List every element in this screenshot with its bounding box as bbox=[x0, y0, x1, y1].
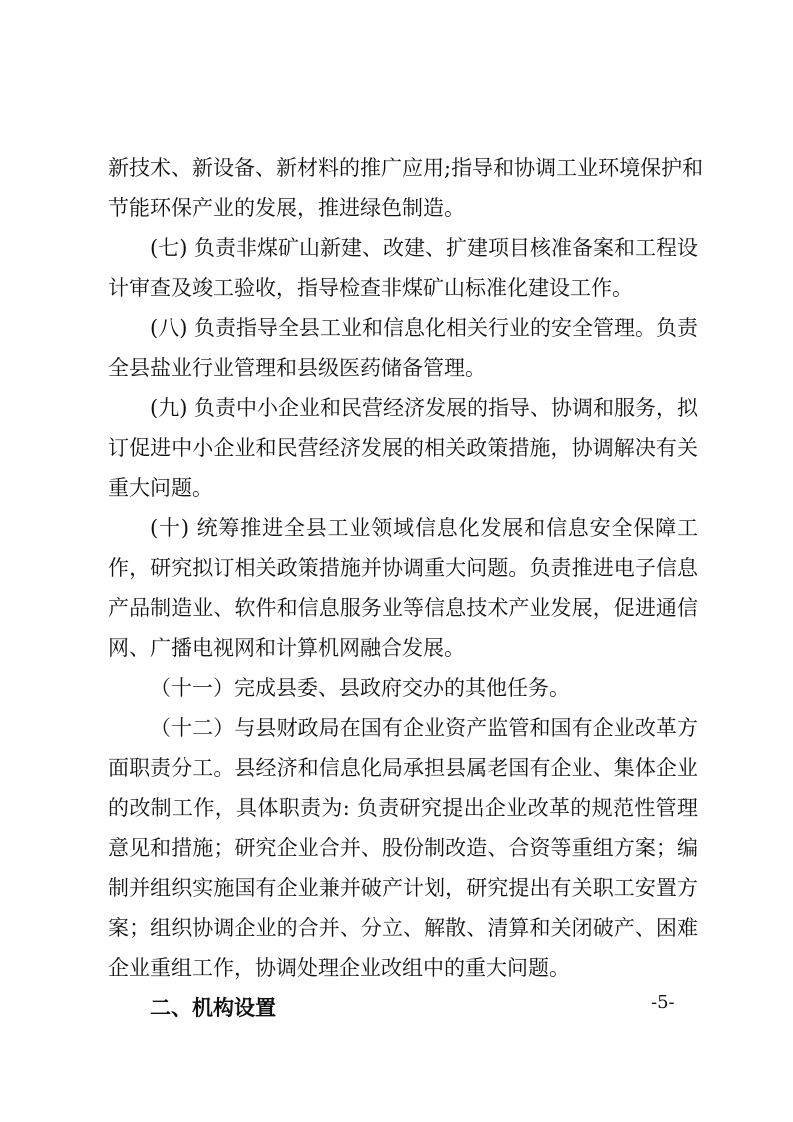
text-line: （十一）完成县委、县政府交办的其他任务。 bbox=[150, 676, 570, 700]
text-line: 新技术、新设备、新材料的推广应用;指导和协调工业环境保护和 bbox=[108, 156, 704, 180]
text-line: (十) 统筹推进全县工业领域信息化发展和信息安全保障工 bbox=[150, 516, 698, 540]
text-line: 的改制工作，具体职责为: 负责研究提出企业改革的规范性管理 bbox=[108, 796, 698, 820]
text-line: (七) 负责非煤矿山新建、改建、扩建项目核准备案和工程设 bbox=[150, 236, 699, 260]
text-line: 企业重组工作，协调处理企业改组中的重大问题。 bbox=[108, 956, 570, 980]
page-number: -5- bbox=[651, 992, 675, 1013]
text-line: 节能环保产业的发展，推进绿色制造。 bbox=[108, 196, 465, 220]
text-line: 订促进中小企业和民营经济发展的相关政策措施，协调解决有关 bbox=[108, 436, 698, 460]
text-line: （十二）与县财政局在国有企业资产监管和国有企业改革方 bbox=[150, 716, 698, 740]
text-line: 面职责分工。县经济和信息化局承担县属老国有企业、集体企业 bbox=[108, 756, 698, 780]
text-line: 全县盐业行业管理和县级医药储备管理。 bbox=[108, 356, 486, 380]
text-line: 重大问题。 bbox=[108, 476, 213, 500]
text-line: (九) 负责中小企业和民营经济发展的指导、协调和服务，拟 bbox=[150, 396, 699, 420]
section-heading: 二、机构设置 bbox=[150, 996, 276, 1020]
text-line: 产品制造业、软件和信息服务业等信息技术产业发展，促进通信 bbox=[108, 596, 698, 620]
text-line: 作，研究拟订相关政策措施并协调重大问题。负责推进电子信息 bbox=[108, 556, 698, 580]
text-line: 制并组织实施国有企业兼并破产计划，研究提出有关职工安置方 bbox=[108, 876, 698, 900]
text-line: 计审查及竣工验收，指导检查非煤矿山标准化建设工作。 bbox=[108, 276, 633, 300]
text-line: (八) 负责指导全县工业和信息化相关行业的安全管理。负责 bbox=[150, 316, 699, 340]
text-line: 案；组织协调企业的合并、分立、解散、清算和关闭破产、困难 bbox=[108, 916, 698, 940]
text-line: 意见和措施；研究企业合并、股份制改造、合资等重组方案；编 bbox=[108, 836, 698, 860]
text-line: 网、广播电视网和计算机网融合发展。 bbox=[108, 636, 465, 660]
